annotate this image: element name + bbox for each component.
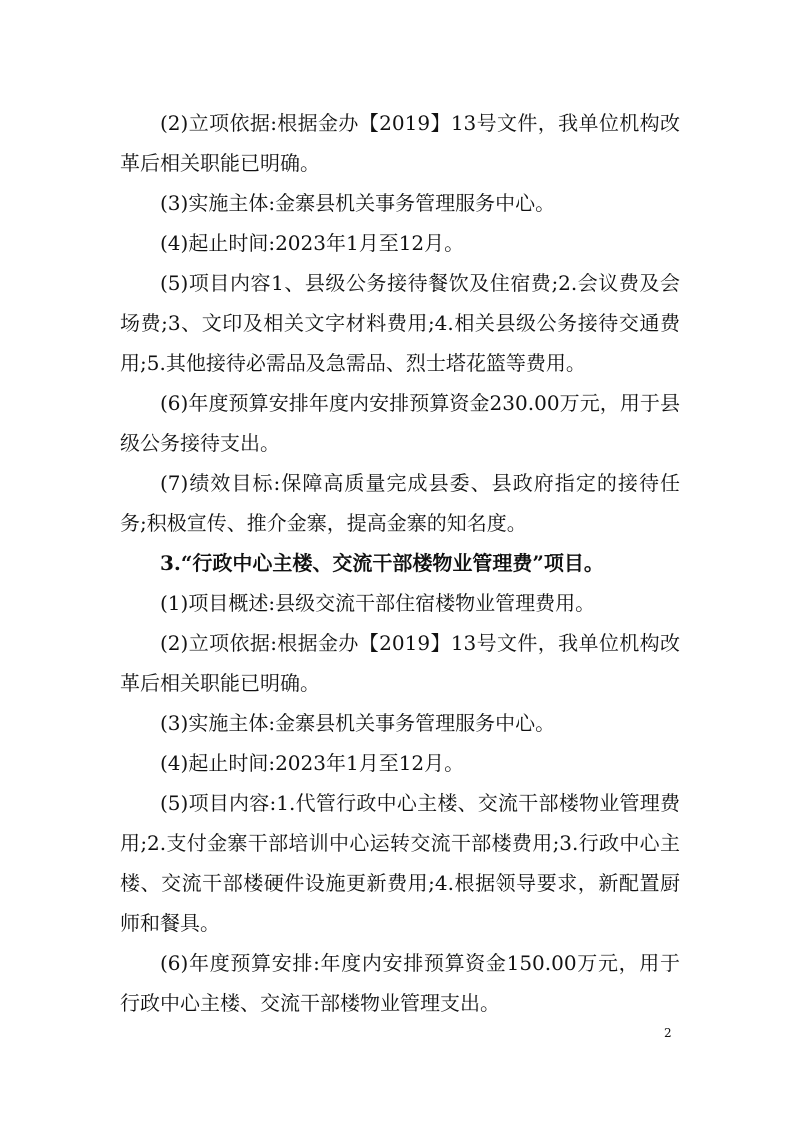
paragraph-implementer-2: (3)实施主体:金寨县机关事务管理服务中心。 bbox=[160, 711, 556, 735]
paragraph-budget-2: (6)年度预算安排:年度内安排预算资金150.00万元，用于行政中心主楼、交流干部楼物业管理支出。 bbox=[120, 951, 680, 1015]
paragraph-basis-2: (2)立项依据:根据金办【2019】13号文件，我单位机构改革后相关职能已明确。 bbox=[120, 631, 680, 695]
paragraph-goals: (7)绩效目标:保障高质量完成县委、县政府指定的接待任务;积极宣传、推介金寨，提高金寨的知名度。 bbox=[120, 471, 680, 535]
page-number: 2 bbox=[664, 1026, 672, 1040]
paragraph-content-2: (5)项目内容:1.代管行政中心主楼、交流干部楼物业管理费用;2.支付金寨干部培训中心运转交流干部楼费用;3.行政中心主楼、交流干部楼硬件设施更新费用;4.根据领导要求，新配置厨师和餐具。 bbox=[120, 791, 680, 935]
paragraph-implementer: (3)实施主体:金寨县机关事务管理服务中心。 bbox=[160, 191, 556, 215]
paragraph-overview: (1)项目概述:县级交流干部住宿楼物业管理费用。 bbox=[160, 591, 596, 615]
paragraph-budget: (6)年度预算安排年度内安排预算资金230.00万元，用于县级公务接待支出。 bbox=[120, 391, 680, 455]
paragraph-basis: (2)立项依据:根据金办【2019】13号文件，我单位机构改革后相关职能已明确。 bbox=[120, 111, 680, 175]
paragraph-period-2: (4)起止时间:2023年1月至12月。 bbox=[160, 751, 465, 775]
document-body bbox=[120, 103, 680, 1023]
section-heading: 3.“行政中心主楼、交流干部楼物业管理费”项目。 bbox=[160, 551, 604, 575]
paragraph-period: (4)起止时间:2023年1月至12月。 bbox=[160, 231, 465, 255]
paragraph-content: (5)项目内容1、县级公务接待餐饮及住宿费;2.会议费及会场费;3、文印及相关文字材料费用;4.相关县级公务接待交通费用;5.其他接待必需品及急需品、烈士塔花篮等费用。 bbox=[120, 271, 680, 375]
